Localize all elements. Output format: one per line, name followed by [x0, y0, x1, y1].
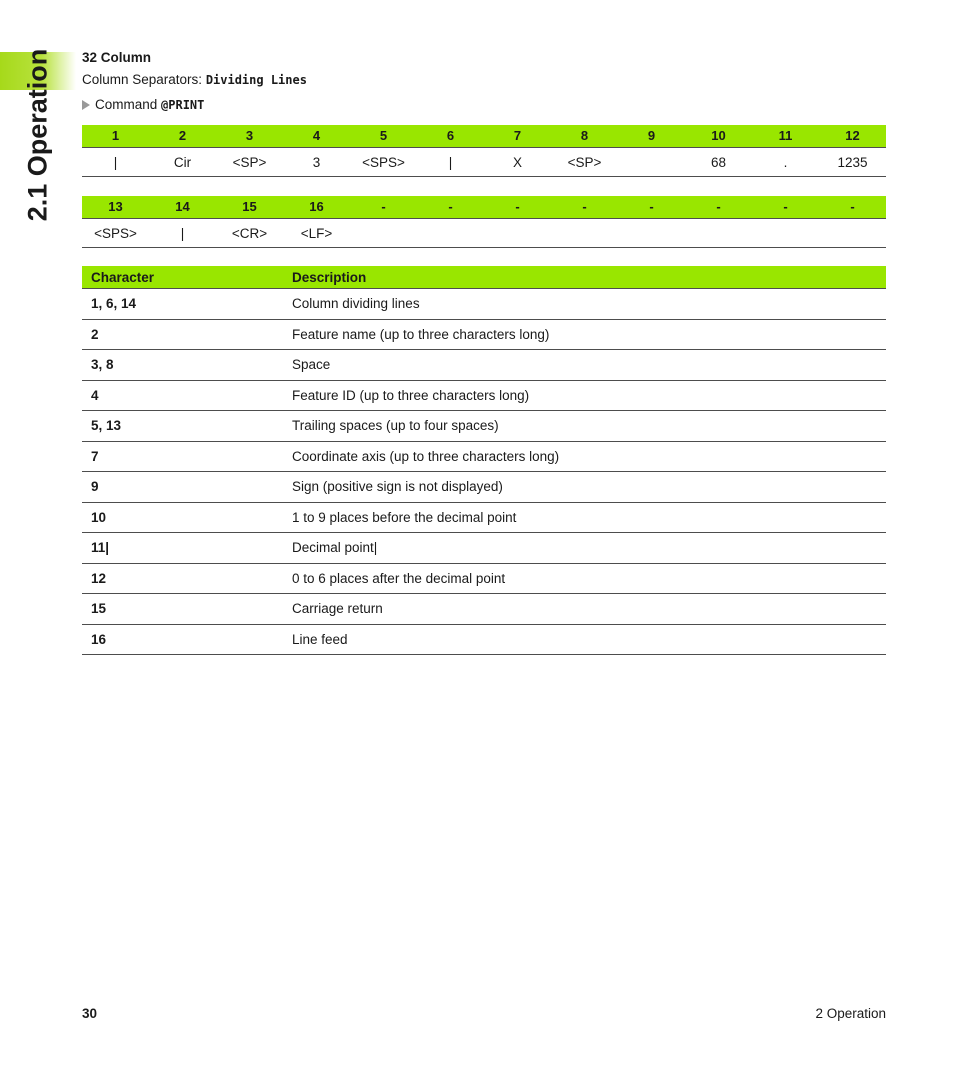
grid-header-cell: 14: [175, 199, 190, 214]
character-cell: 3, 8: [91, 357, 114, 373]
description-cell: Column dividing lines: [292, 296, 420, 312]
table-header-row: [82, 266, 886, 289]
grid-value-cell: <SPS>: [362, 154, 405, 170]
grid-value-cell: <SPS>: [94, 225, 137, 241]
character-cell: 15: [91, 601, 107, 617]
chapter-footer: 2 Operation: [815, 1006, 886, 1021]
character-cell: 5, 13: [91, 418, 122, 434]
grid-header-cell: 8: [580, 128, 589, 143]
description-cell: Sign (positive sign is not displayed): [292, 479, 503, 495]
grid-header-cell: 15: [242, 199, 257, 214]
table-row: [82, 472, 886, 503]
grid-header-cell: 10: [711, 128, 726, 143]
column-header-character: Character: [91, 269, 155, 285]
table-row: [82, 320, 886, 351]
grid-value-cell: <CR>: [231, 225, 268, 241]
character-cell: 7: [91, 448, 99, 464]
grid-header-cell: -: [515, 199, 520, 214]
page-number: 30: [82, 1006, 98, 1021]
character-cell: 9: [91, 479, 99, 495]
table-row: [82, 533, 886, 564]
description-cell: 1 to 9 places before the decimal point: [292, 509, 517, 525]
grid-header-cell: 5: [379, 128, 388, 143]
command-label: Command: [95, 97, 162, 112]
grid-header-cell: 9: [647, 128, 656, 143]
character-description-table: [82, 266, 886, 655]
character-cell: 4: [91, 387, 99, 403]
table-row: [82, 564, 886, 595]
character-cell: 10: [91, 509, 107, 525]
character-cell: 12: [91, 570, 107, 586]
description-cell: Line feed: [292, 631, 348, 647]
table-row: [82, 350, 886, 381]
grid-header-row: [82, 125, 886, 148]
grid-header-cell: 2: [178, 128, 187, 143]
description-cell: Trailing spaces (up to four spaces): [292, 418, 499, 434]
character-cell: 1, 6, 14: [91, 296, 137, 312]
grid-value-cell: <SP>: [232, 154, 267, 170]
command-line: [82, 97, 204, 112]
grid-header-cell: -: [716, 199, 721, 214]
grid-value-cell: 3: [312, 154, 321, 170]
character-cell: 2: [91, 326, 99, 342]
grid-header-cell: -: [582, 199, 587, 214]
grid-value-cell: Cir: [173, 154, 192, 170]
description-cell: Coordinate axis (up to three characters long): [292, 448, 560, 464]
arrow-right-icon: [82, 100, 90, 110]
grid-header-cell: -: [448, 199, 453, 214]
grid-value-row: [82, 219, 886, 248]
description-cell: Decimal point|: [292, 540, 378, 556]
grid-header-cell: -: [381, 199, 386, 214]
grid-header-row: [82, 196, 886, 219]
description-cell: Feature ID (up to three characters long): [292, 387, 530, 403]
description-cell: Feature name (up to three characters long): [292, 326, 550, 342]
character-cell: 11|: [91, 540, 110, 556]
description-cell: 0 to 6 places after the decimal point: [292, 570, 506, 586]
separators-line: [82, 72, 307, 87]
table-row: [82, 594, 886, 625]
grid-header-cell: -: [649, 199, 654, 214]
table-row: [82, 411, 886, 442]
grid-header-cell: 3: [245, 128, 254, 143]
grid-value-cell: 68: [710, 154, 727, 170]
description-cell: Space: [292, 357, 331, 373]
chapter-title: 2.1 Operation: [22, 48, 53, 222]
separators-value: Dividing Lines: [205, 73, 307, 87]
grid-header-cell: 12: [845, 128, 860, 143]
grid-value-cell: .: [783, 154, 788, 170]
table-row: [82, 289, 886, 320]
separators-label: Column Separators:: [82, 72, 206, 87]
grid-header-cell: 4: [312, 128, 321, 143]
grid-header-cell: -: [783, 199, 788, 214]
grid-value-cell: <SP>: [567, 154, 602, 170]
grid-value-cell: 1235: [837, 154, 868, 170]
description-cell: Carriage return: [292, 601, 383, 617]
grid-value-row: [82, 148, 886, 177]
grid-header-cell: 16: [309, 199, 324, 214]
grid-header-cell: 1: [111, 128, 120, 143]
table-row: [82, 442, 886, 473]
output-format-grid-1: [82, 125, 886, 177]
table-row: [82, 381, 886, 412]
grid-header-cell: -: [850, 199, 855, 214]
grid-header-cell: 11: [778, 128, 793, 143]
grid-value-cell: |: [448, 154, 453, 170]
character-cell: 16: [91, 631, 107, 647]
grid-header-cell: 7: [513, 128, 522, 143]
table-row: [82, 503, 886, 534]
output-format-grid-2: [82, 196, 886, 248]
grid-value-cell: |: [180, 225, 185, 241]
grid-value-cell: X: [512, 154, 522, 170]
grid-header-cell: 6: [446, 128, 455, 143]
table-row: [82, 625, 886, 656]
grid-value-cell: <LF>: [300, 225, 333, 241]
command-value: @PRINT: [161, 97, 205, 112]
grid-value-cell: |: [113, 154, 118, 170]
section-heading: 32 Column: [82, 50, 152, 65]
column-header-description: Description: [292, 269, 367, 285]
grid-header-cell: 13: [108, 199, 123, 214]
